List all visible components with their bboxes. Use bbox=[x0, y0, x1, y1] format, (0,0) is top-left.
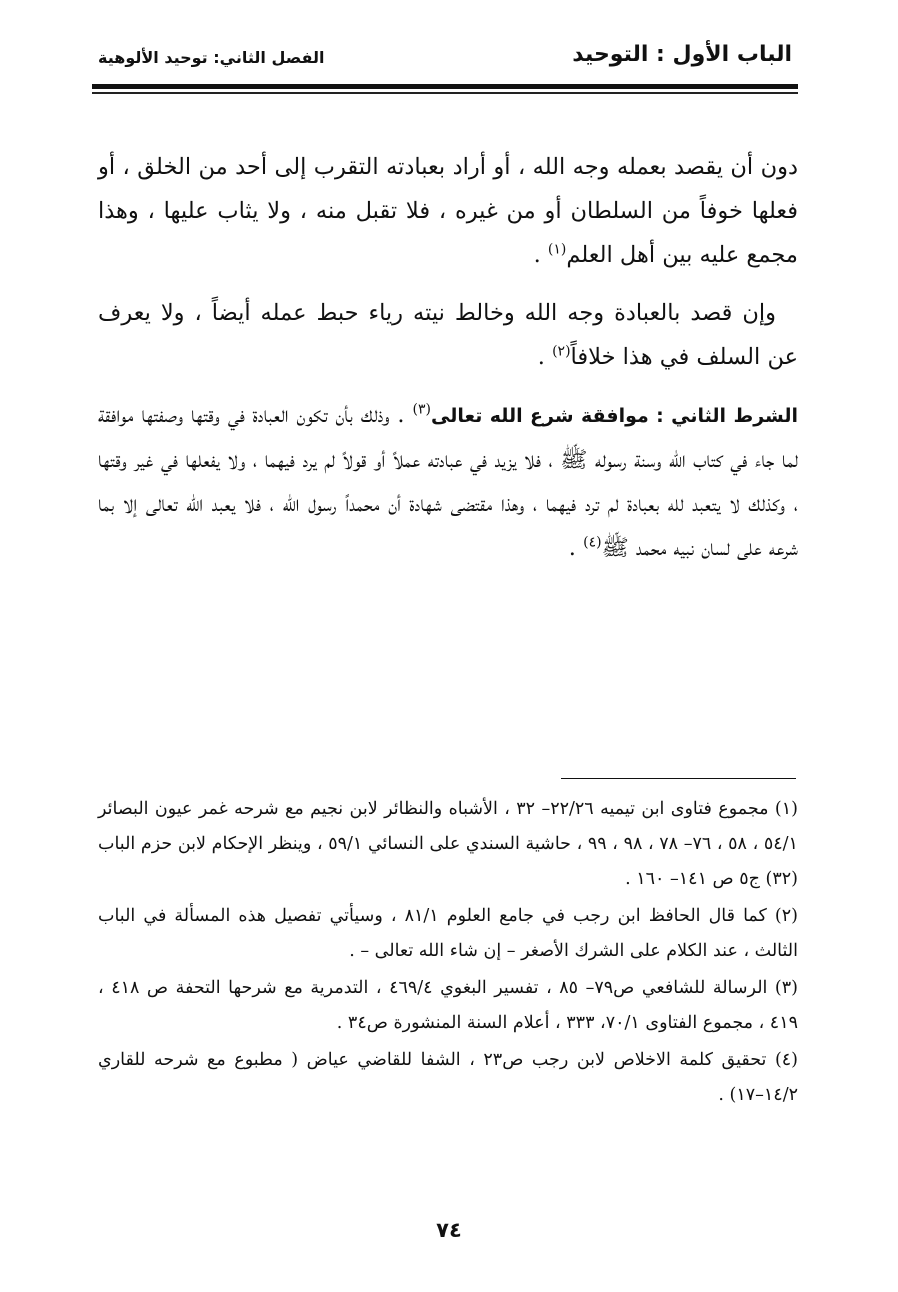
page-number: ٧٤ bbox=[436, 1218, 462, 1242]
footnote-3: (٣) الرسالة للشافعي ص٧٩– ٨٥ ، تفسير البغوي ٤٦٩/٤ ، التدمرية مع شرحها التحفة ص ٤١٨ ، ٤١٩ ، مجموع الفتاوى ٧٠/١، ٣٣٣ ، أعلام السنة المنشورة ص٣٤ . bbox=[98, 978, 798, 1033]
paragraph-3-text: . وذلك بأن تكون العبادة في وقتها وصفتها موافقة لما جاء في كتاب الله وسنة رسوله ﷺ ، فلا يزيد في عبادته عملاً أو قولاً لم يرد فيهما ، ولا يفعلها في غير وقتها ، وكذلك لا يتعبد لله بعبادة لم ترد فيهما ، وهذا مقتضى شهادة أن محمداً رسول الله ، فلا يعبد الله تعالى إلا بما شرعه على لسان نبيه محمد ﷺ bbox=[98, 402, 798, 561]
footnote-2: (٢) كما قال الحافظ ابن رجب في جامع العلوم ٨١/١ ، وسيأتي تفصيل هذه المسألة في الباب الثالث ، عند الكلام على الشرك الأصغر – إن شاء الله تعالى – . bbox=[98, 906, 798, 961]
paragraph-1-text: دون أن يقصد بعمله وجه الله ، أو أراد بعبادته التقرب إلى أحد من الخلق ، أو فعلها خوفاً من السلطان أو من غيره ، فلا تقبل منه ، ولا يثاب عليها ، وهذا مجمع عليه بين أهل العلم bbox=[98, 154, 798, 268]
footnote-divider bbox=[561, 778, 796, 779]
footnotes bbox=[98, 792, 798, 1115]
footnote-1: (١) مجموع فتاوى ابن تيميه ٢٢/٢٦– ٣٢ ، الأشباه والنظائر لابن نجيم مع شرحه غمر عيون البصائر ٥٤/١ ، ٥٨ ، ٧٦– ٧٨ ، ٩٨ ، ٩٩ ، حاشية السندي على النسائي ٥٩/١ ، وينظر الإحكام لابن حزم الباب (٣٢) ج٥ ص ١٤١– ١٦٠ . bbox=[98, 799, 798, 889]
section-title: الفصل الثاني: توحيد الألوهية bbox=[98, 48, 325, 67]
footnote-ref-1: (١) bbox=[547, 241, 567, 258]
paragraph-2 bbox=[98, 291, 798, 379]
running-header bbox=[92, 38, 798, 84]
header-divider bbox=[92, 84, 798, 89]
footnote-ref-3: (٣) bbox=[412, 401, 431, 418]
paragraph-2-end: . bbox=[537, 344, 553, 370]
footnote-ref-2: (٢) bbox=[552, 343, 571, 360]
chapter-title: الباب الأول : التوحيد bbox=[572, 42, 792, 67]
footnote-4: (٤) تحقيق كلمة الاخلاص لابن رجب ص٢٣ ، الشفا للقاضي عياض ( مطبوع مع شرحه للقاري ١٤/٢–١٧) . bbox=[98, 1050, 798, 1105]
header-divider-thin bbox=[92, 92, 798, 94]
paragraph-2-text: وإن قصد بالعبادة وجه الله وخالط نيته رياء حبط عمله أيضاً ، ولا يعرف عن السلف في هذا خلافاً bbox=[98, 300, 798, 370]
paragraph-1-end: . bbox=[533, 242, 548, 268]
footnote-ref-4: (٤) bbox=[583, 534, 602, 551]
main-text bbox=[98, 145, 798, 584]
condition-heading: الشرط الثاني : موافقة شرع الله تعالى bbox=[430, 405, 798, 427]
paragraph-1 bbox=[98, 145, 798, 277]
paragraph-3-end: . bbox=[568, 535, 584, 561]
paragraph-3 bbox=[98, 393, 798, 570]
